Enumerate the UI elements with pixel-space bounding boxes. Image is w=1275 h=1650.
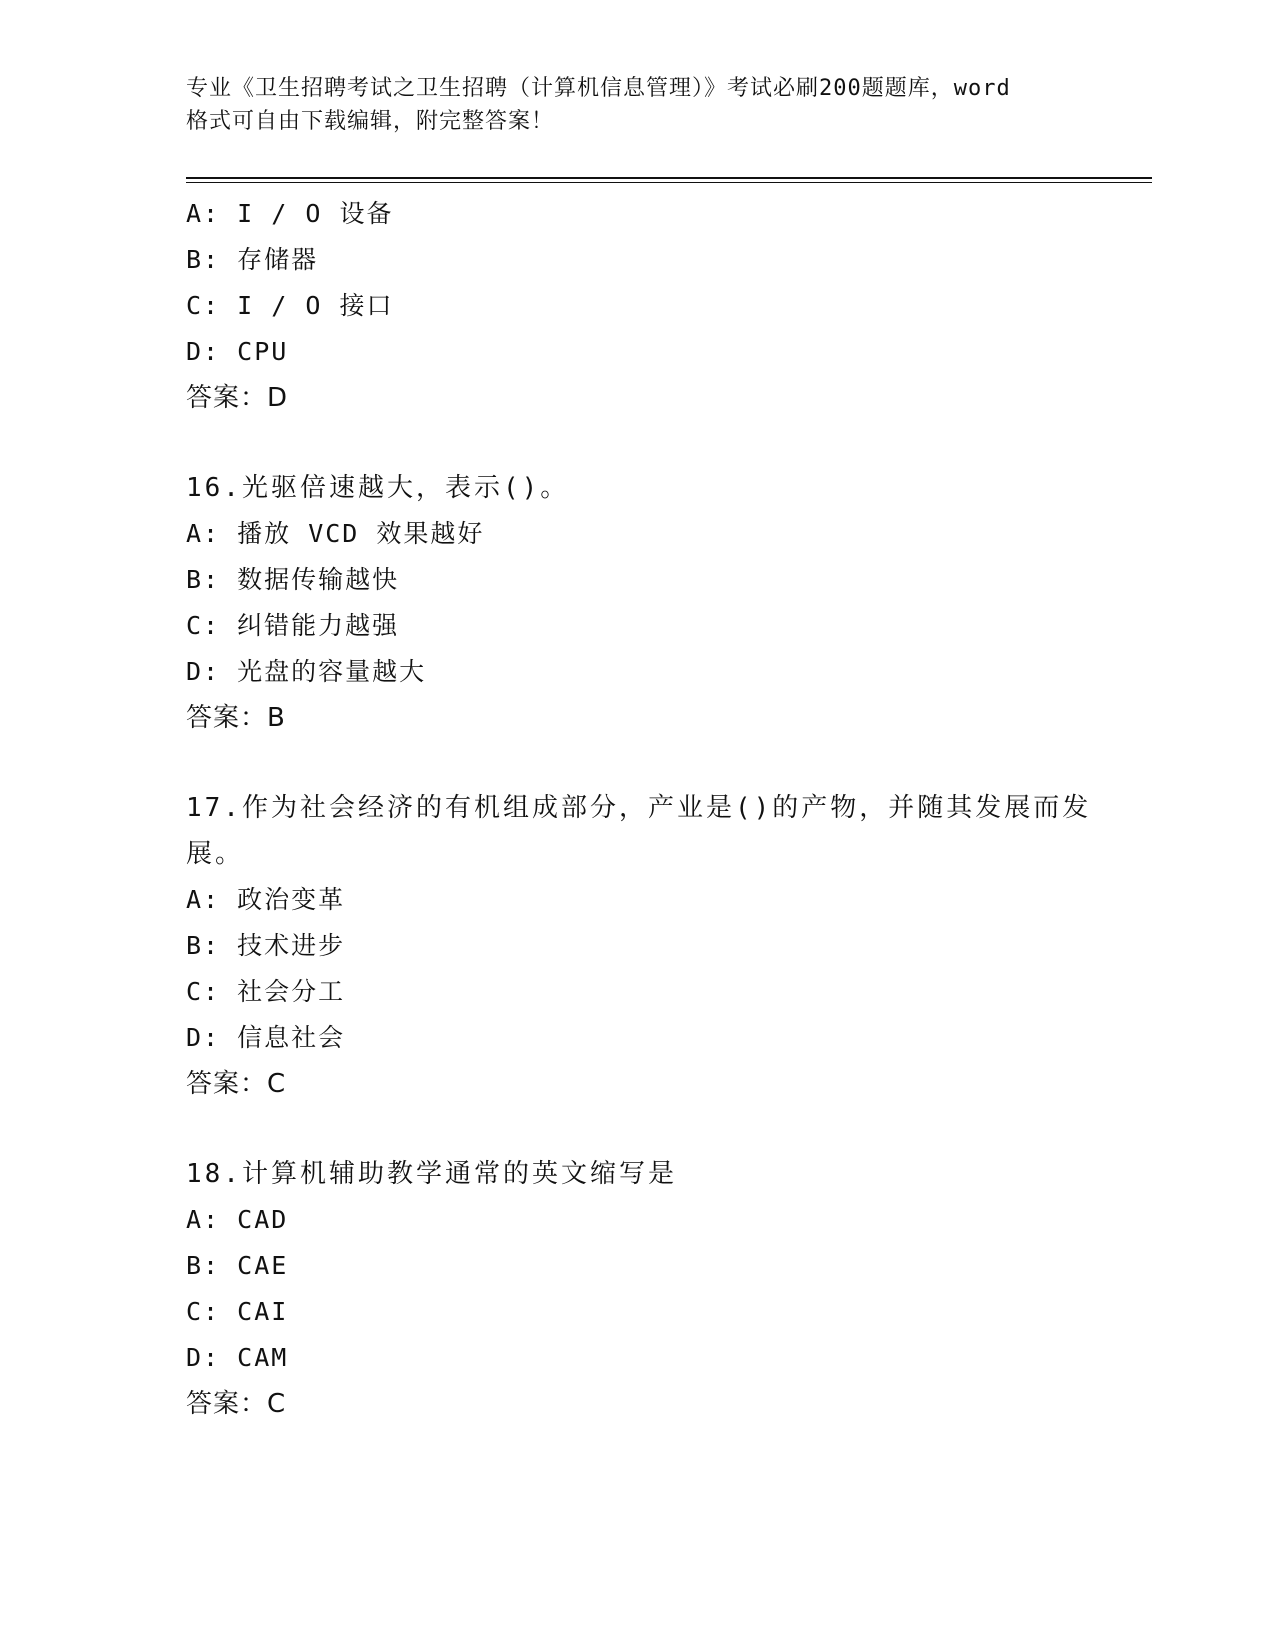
header-divider-thick (186, 177, 1152, 179)
option-d: D: CPU (186, 337, 289, 366)
option-a: A: CAD (186, 1205, 289, 1234)
header-line-2: 格式可自由下载编辑，附完整答案！ (186, 109, 555, 134)
question-block-16 (186, 465, 1086, 741)
question-block-18 (186, 1151, 1086, 1427)
option-c: C: 社会分工 (186, 977, 346, 1006)
block-spacer (186, 1107, 1086, 1151)
option-b: B: 技术进步 (186, 931, 346, 960)
header-divider-thin (186, 182, 1152, 183)
option-c: C: I / O 接口 (186, 291, 394, 320)
option-b: B: 数据传输越快 (186, 565, 400, 594)
question-list (186, 191, 1092, 1427)
block-spacer (186, 421, 1086, 465)
option-d: D: 信息社会 (186, 1023, 346, 1052)
answer-line: 答案：B (186, 703, 286, 733)
document-header (186, 72, 1086, 138)
question-block-15 (186, 191, 1086, 421)
question-text: 18.计算机辅助教学通常的英文缩写是 (186, 1159, 677, 1189)
answer-line: 答案：C (186, 1069, 287, 1099)
question-text: 16.光驱倍速越大，表示()。 (186, 473, 570, 503)
option-a: A: 政治变革 (186, 885, 346, 914)
block-spacer (186, 741, 1086, 785)
question-text-continued: 展。 (186, 839, 245, 869)
option-b: B: CAE (186, 1251, 289, 1280)
header-line-1: 专业《卫生招聘考试之卫生招聘（计算机信息管理）》考试必刷200题题库，word (186, 76, 1011, 101)
question-text: 17.作为社会经济的有机组成部分，产业是()的产物，并随其发展而发 (186, 793, 1092, 823)
answer-line: 答案：C (186, 1389, 287, 1419)
option-a: A: I / O 设备 (186, 199, 394, 228)
answer-line: 答案：D (186, 383, 289, 413)
question-block-17 (186, 785, 1092, 1107)
option-c: C: 纠错能力越强 (186, 611, 400, 640)
option-d: D: 光盘的容量越大 (186, 657, 427, 686)
option-a: A: 播放 VCD 效果越好 (186, 519, 485, 548)
option-c: C: CAI (186, 1297, 289, 1326)
option-b: B: 存储器 (186, 245, 319, 274)
option-d: D: CAM (186, 1343, 289, 1372)
